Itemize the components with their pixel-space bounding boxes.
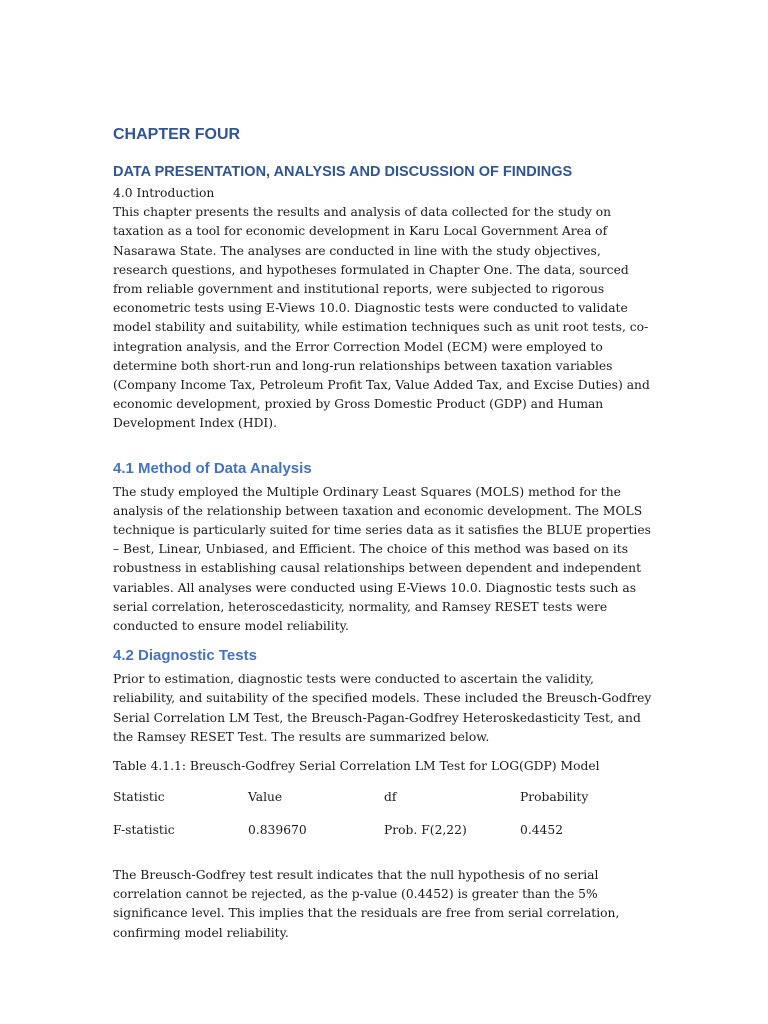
- table-cell: Prob. F(2,22): [384, 823, 467, 838]
- section-42-heading: 4.2 Diagnostic Tests: [113, 647, 257, 665]
- section-41-paragraph: The study employed the Multiple Ordinary Least Squares (MOLS) method for the analysis of the relationship between taxation and economic development. The MOLS technique is particularly suited for time series data as it satisfies the BLUE properties – Best, Linear, Unbiased, and Efficient. The choice of this method was based on its robustness in establishing causal relationships between dependent and independent variables. All analyses were conducted using E-Views 10.0. Diagnostic tests such as serial correlation, heteroscedasticity, normality, and Ramsey RESET tests were conducted to ensure model reliability.: [113, 484, 651, 634]
- document-page: [113, 124, 658, 943]
- section-41-heading: 4.1 Method of Data Analysis: [113, 459, 312, 477]
- section-42-paragraph: Prior to estimation, diagnostic tests were conducted to ascertain the validity, reliability, and suitability of the specified models. These included the Breusch-Godfrey Serial Correlation LM Test, the Breusch-Pagan-Godfrey Heteroskedasticity Test, and the Ramsey RESET Test. The results are summarized below.: [113, 672, 652, 744]
- table-cell: 0.839670: [248, 823, 307, 838]
- chapter-subtitle: DATA PRESENTATION, ANALYSIS AND DISCUSSION OF FINDINGS: [113, 164, 573, 180]
- chapter-title: CHAPTER FOUR: [113, 126, 241, 143]
- conclusion-paragraph: The Breusch-Godfrey test result indicates that the null hypothesis of no serial correlation cannot be rejected, as the p-value (0.4452) is greater than the 5% significance level. This implies that the residuals are free from serial correlation, confirming model reliability.: [113, 868, 620, 940]
- table-header-cell: Value: [248, 790, 283, 805]
- table-row: [113, 823, 658, 856]
- intro-heading: 4.0 Introduction: [113, 186, 215, 200]
- intro-paragraph: This chapter presents the results and analysis of data collected for the study on taxation as a tool for economic development in Karu Local Government Area of Nasarawa State. The analyses are conducted in line with the study objectives, research questions, and hypotheses formulated in Chapter One. The data, sourced from reliable government and institutional reports, were subjected to rigorous econometric tests using E-Views 10.0. Diagnostic tests were conducted to validate model stability and suitability, while estimation techniques such as unit root tests, co-integration analysis, and the Error Correction Model (ECM) were employed to determine both short-run and long-run relationships between taxation variables (Company Income Tax, Petroleum Profit Tax, Value Added Tax, and Excise Duties) and economic development, proxied by Gross Domestic Product (GDP) and Human Development Index (HDI).: [113, 205, 650, 431]
- serial-correlation-table: [113, 790, 658, 856]
- table-header-cell: df: [384, 790, 397, 805]
- table-header-cell: Statistic: [113, 790, 165, 805]
- table-header-row: [113, 790, 658, 823]
- table-cell: F-statistic: [113, 823, 175, 838]
- table-cell: 0.4452: [520, 823, 564, 838]
- table-caption: Table 4.1.1: Breusch-Godfrey Serial Correlation LM Test for LOG(GDP) Model: [113, 759, 600, 774]
- table-header-cell: Probability: [520, 790, 589, 805]
